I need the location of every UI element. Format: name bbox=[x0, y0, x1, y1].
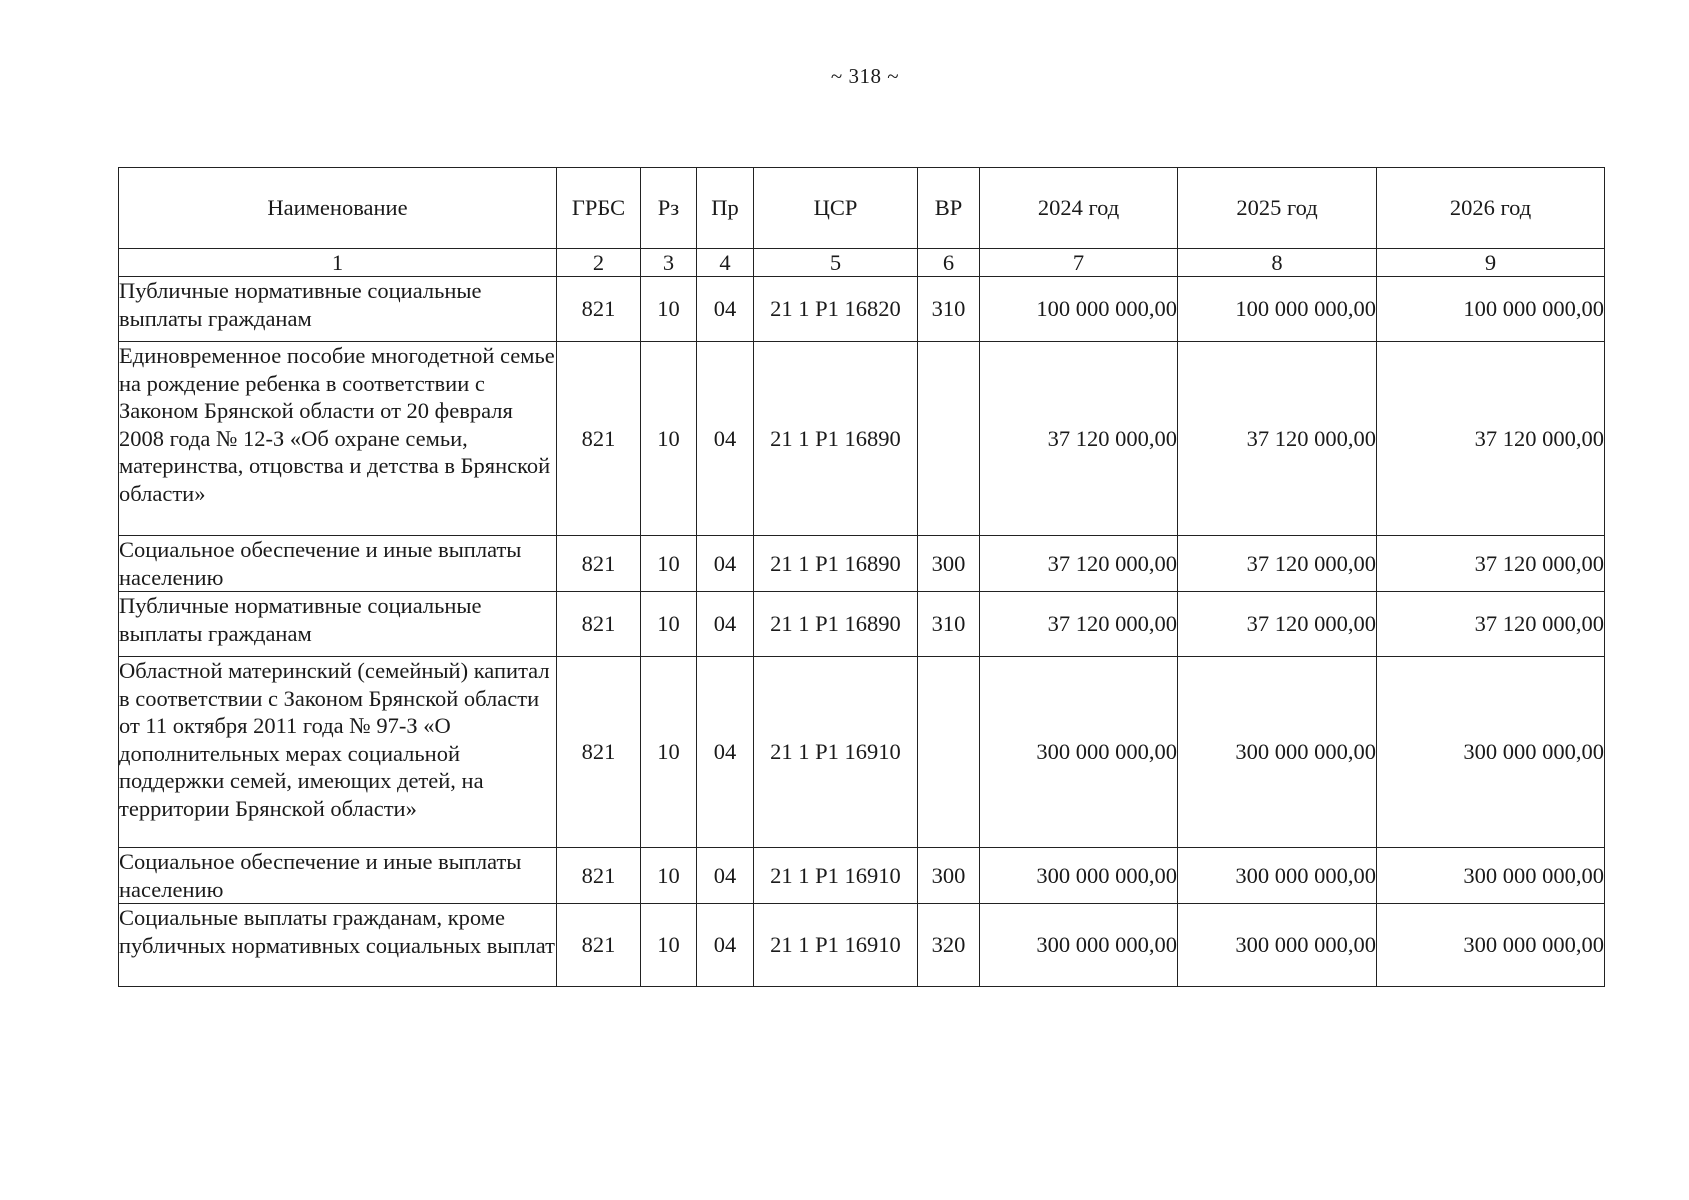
row-vr bbox=[918, 657, 980, 848]
row-csr: 21 1 Р1 16910 bbox=[754, 904, 918, 987]
row-amount-2026: 37 120 000,00 bbox=[1377, 592, 1605, 657]
row-csr: 21 1 Р1 16910 bbox=[754, 657, 918, 848]
row-amount-2026: 300 000 000,00 bbox=[1377, 904, 1605, 987]
header-name: Наименование bbox=[119, 168, 557, 249]
header-row bbox=[119, 168, 1605, 249]
header-vr: ВР bbox=[918, 168, 980, 249]
row-pr: 04 bbox=[697, 277, 754, 342]
column-number: 7 bbox=[980, 249, 1178, 277]
row-grbs: 821 bbox=[557, 277, 641, 342]
row-vr: 310 bbox=[918, 592, 980, 657]
column-number: 1 bbox=[119, 249, 557, 277]
row-csr: 21 1 Р1 16820 bbox=[754, 277, 918, 342]
row-amount-2025: 100 000 000,00 bbox=[1178, 277, 1377, 342]
row-grbs: 821 bbox=[557, 904, 641, 987]
row-rz: 10 bbox=[641, 592, 697, 657]
row-amount-2025: 300 000 000,00 bbox=[1178, 848, 1377, 904]
row-pr: 04 bbox=[697, 848, 754, 904]
header-2025: 2025 год bbox=[1178, 168, 1377, 249]
header-grbs: ГРБС bbox=[557, 168, 641, 249]
column-number: 4 bbox=[697, 249, 754, 277]
header-rz: Рз bbox=[641, 168, 697, 249]
column-number: 8 bbox=[1178, 249, 1377, 277]
row-pr: 04 bbox=[697, 657, 754, 848]
row-rz: 10 bbox=[641, 536, 697, 592]
table-row bbox=[119, 277, 1605, 342]
row-amount-2025: 37 120 000,00 bbox=[1178, 592, 1377, 657]
row-csr: 21 1 Р1 16890 bbox=[754, 342, 918, 536]
row-name: Областной материнский (семейный) капитал в соответствии с Законом Брянской области от 11 октября 2011 года № 97-З «О дополнительных мерах социальной поддержки семей, имеющих детей, на территории Брянской области» bbox=[119, 657, 557, 848]
row-csr: 21 1 Р1 16890 bbox=[754, 536, 918, 592]
row-amount-2025: 37 120 000,00 bbox=[1178, 342, 1377, 536]
row-amount-2026: 300 000 000,00 bbox=[1377, 848, 1605, 904]
row-vr: 310 bbox=[918, 277, 980, 342]
column-number: 6 bbox=[918, 249, 980, 277]
row-rz: 10 bbox=[641, 904, 697, 987]
column-number-row bbox=[119, 249, 1605, 277]
row-rz: 10 bbox=[641, 657, 697, 848]
row-rz: 10 bbox=[641, 277, 697, 342]
row-amount-2024: 300 000 000,00 bbox=[980, 904, 1178, 987]
row-name: Единовременное пособие многодетной семье на рождение ребенка в соответствии с Законом Брянской области от 20 февраля 2008 года № 12-З «Об охране семьи, материнства, отцовства и детства в Брянской области» bbox=[119, 342, 557, 536]
row-vr bbox=[918, 342, 980, 536]
row-name: Социальное обеспечение и иные выплаты населению bbox=[119, 848, 557, 904]
row-amount-2024: 37 120 000,00 bbox=[980, 342, 1178, 536]
row-amount-2024: 300 000 000,00 bbox=[980, 657, 1178, 848]
row-amount-2024: 300 000 000,00 bbox=[980, 848, 1178, 904]
row-amount-2026: 37 120 000,00 bbox=[1377, 342, 1605, 536]
row-vr: 320 bbox=[918, 904, 980, 987]
header-pr: Пр bbox=[697, 168, 754, 249]
header-2026: 2026 год bbox=[1377, 168, 1605, 249]
row-amount-2024: 37 120 000,00 bbox=[980, 536, 1178, 592]
row-amount-2025: 37 120 000,00 bbox=[1178, 536, 1377, 592]
row-csr: 21 1 Р1 16890 bbox=[754, 592, 918, 657]
row-pr: 04 bbox=[697, 536, 754, 592]
row-name: Социальное обеспечение и иные выплаты населению bbox=[119, 536, 557, 592]
row-pr: 04 bbox=[697, 904, 754, 987]
row-amount-2026: 300 000 000,00 bbox=[1377, 657, 1605, 848]
row-grbs: 821 bbox=[557, 657, 641, 848]
table-row bbox=[119, 904, 1605, 987]
row-grbs: 821 bbox=[557, 536, 641, 592]
row-pr: 04 bbox=[697, 342, 754, 536]
row-vr: 300 bbox=[918, 848, 980, 904]
row-rz: 10 bbox=[641, 848, 697, 904]
row-name: Социальные выплаты гражданам, кроме публичных нормативных социальных выплат bbox=[119, 904, 557, 987]
table-row bbox=[119, 848, 1605, 904]
column-number: 5 bbox=[754, 249, 918, 277]
row-vr: 300 bbox=[918, 536, 980, 592]
row-amount-2026: 37 120 000,00 bbox=[1377, 536, 1605, 592]
row-amount-2025: 300 000 000,00 bbox=[1178, 904, 1377, 987]
row-csr: 21 1 Р1 16910 bbox=[754, 848, 918, 904]
table-row bbox=[119, 342, 1605, 536]
row-amount-2024: 100 000 000,00 bbox=[980, 277, 1178, 342]
row-grbs: 821 bbox=[557, 342, 641, 536]
row-rz: 10 bbox=[641, 342, 697, 536]
header-2024: 2024 год bbox=[980, 168, 1178, 249]
page-number: ~ 318 ~ bbox=[830, 64, 900, 88]
budget-table bbox=[118, 167, 1605, 987]
row-grbs: 821 bbox=[557, 592, 641, 657]
row-grbs: 821 bbox=[557, 848, 641, 904]
row-name: Публичные нормативные социальные выплаты гражданам bbox=[119, 277, 557, 342]
row-name: Публичные нормативные социальные выплаты гражданам bbox=[119, 592, 557, 657]
column-number: 3 bbox=[641, 249, 697, 277]
column-number: 9 bbox=[1377, 249, 1605, 277]
column-number: 2 bbox=[557, 249, 641, 277]
row-pr: 04 bbox=[697, 592, 754, 657]
row-amount-2024: 37 120 000,00 bbox=[980, 592, 1178, 657]
table-row bbox=[119, 657, 1605, 848]
table-row bbox=[119, 592, 1605, 657]
header-csr: ЦСР bbox=[754, 168, 918, 249]
row-amount-2026: 100 000 000,00 bbox=[1377, 277, 1605, 342]
row-amount-2025: 300 000 000,00 bbox=[1178, 657, 1377, 848]
table-row bbox=[119, 536, 1605, 592]
